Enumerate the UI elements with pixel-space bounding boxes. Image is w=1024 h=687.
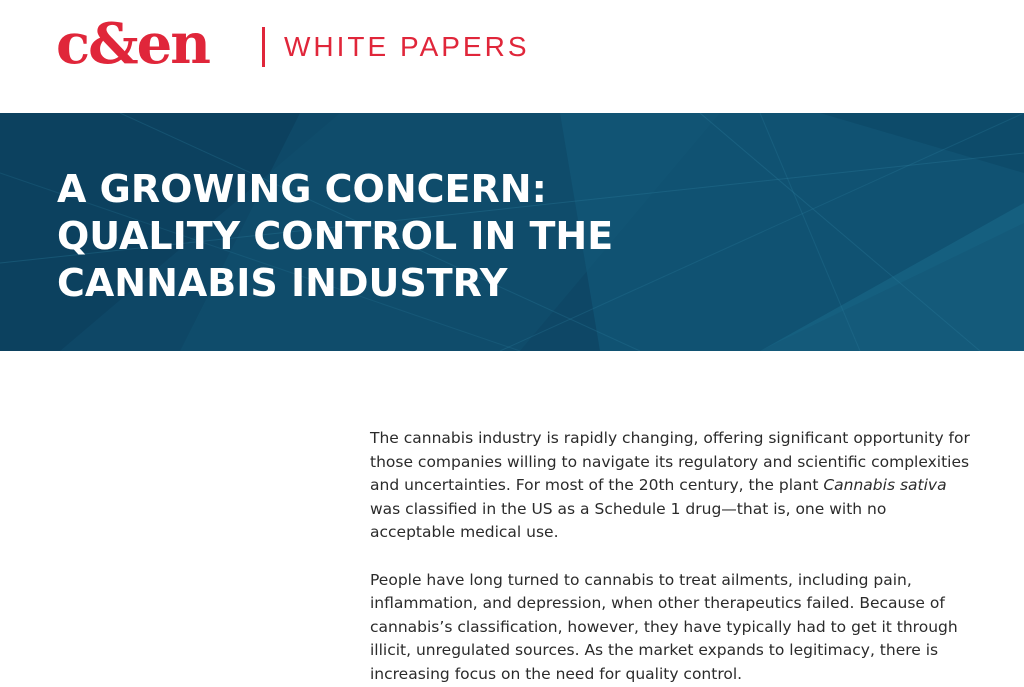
title-line: QUALITY CONTROL IN THE [57,214,614,258]
paragraph [370,427,970,545]
title-banner [0,113,1024,351]
cen-logo[interactable]: c&en [56,11,209,77]
article-body [370,427,970,687]
page-title [57,166,613,307]
section-label: WHITE PAPERS [284,31,530,62]
title-line: CANNABIS INDUSTRY [57,261,508,305]
species-name: Cannabis sativa [823,476,947,494]
header-divider [262,27,265,67]
paragraph-text: was classified in the US as a Schedule 1 drug—that is, one with no acceptable medical use. [370,499,887,541]
title-line: A GROWING CONCERN: [57,167,547,211]
paragraph: People have long turned to cannabis to treat ailments, including pain, inflammation, and depression, when other therapeutics failed. Because of cannabis’s classification, however, they have typically had to get it through illicit, unregulated sources. As the market expands to legitimacy, there is increasing focus on the need for quality control. [370,570,958,683]
page-header [0,0,1024,113]
paragraph-text: The cannabis industry is rapidly changing, offering significant opportunity for those companies willing to navigate its regulatory and scientific complexities and uncertainties. For most of the 20th century, the plant [370,429,970,494]
